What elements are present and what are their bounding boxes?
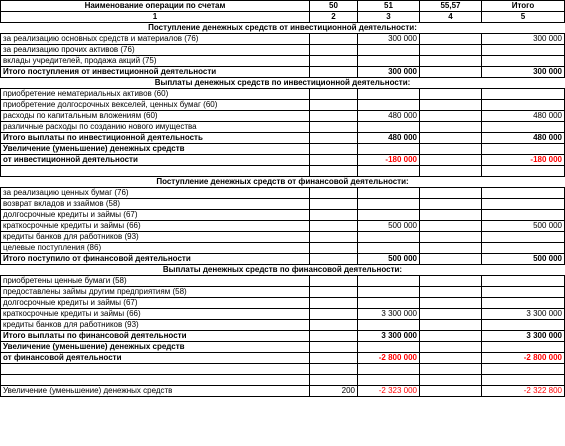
row-label: Увеличение (уменьшение) денежных средств [1, 144, 310, 155]
account-50-value [310, 287, 358, 298]
account-51-value [358, 188, 420, 199]
total-row [1, 155, 565, 166]
row-label: различные расходы по созданию нового имущества [1, 122, 310, 133]
row-label: долгосрочные кредиты и займы (67) [1, 210, 310, 221]
row-label: за реализацию прочих активов (76) [1, 45, 310, 56]
account-50-value [310, 243, 358, 254]
total-value [482, 232, 565, 243]
section-title: Выплаты денежных средств по финансовой деятельности: [1, 265, 565, 276]
total-value [482, 287, 565, 298]
total-value [482, 298, 565, 309]
account-51-value [358, 243, 420, 254]
account-55-57-value [420, 199, 482, 210]
total-value [482, 320, 565, 331]
row-label: Итого поступило от финансовой деятельности [1, 254, 310, 265]
account-50-value [310, 353, 358, 364]
account-55-57-value [420, 210, 482, 221]
total-value: 3 300 000 [482, 331, 565, 342]
account-50-value [310, 276, 358, 287]
account-50-value [310, 210, 358, 221]
row-label: кредиты банков для работников (93) [1, 320, 310, 331]
account-55-57-value [420, 243, 482, 254]
total-row [1, 67, 565, 78]
total-value: 480 000 [482, 133, 565, 144]
table-row [1, 221, 565, 232]
total-value: -2 800 000 [482, 353, 565, 364]
section-heading-row [1, 78, 565, 89]
table-row [1, 199, 565, 210]
account-55-57-value [420, 353, 482, 364]
empty-cell [358, 375, 420, 386]
table-row [1, 243, 565, 254]
account-51-value: 300 000 [358, 34, 420, 45]
account-50-value [310, 67, 358, 78]
row-label: Увеличение (уменьшение) денежных средств [1, 386, 310, 397]
account-51-value [358, 210, 420, 221]
account-55-57-value [420, 111, 482, 122]
table-row [1, 111, 565, 122]
account-50-value [310, 122, 358, 133]
table-row [1, 287, 565, 298]
total-value [482, 100, 565, 111]
total-value: 500 000 [482, 221, 565, 232]
empty-cell [1, 375, 310, 386]
section-heading-row [1, 177, 565, 188]
account-50-value [310, 298, 358, 309]
empty-cell [420, 375, 482, 386]
header-account-50: 50 [310, 1, 358, 12]
account-51-value [358, 320, 420, 331]
account-50-value [310, 320, 358, 331]
total-row [1, 254, 565, 265]
empty-cell [310, 166, 358, 177]
row-label: кредиты банков для работников (93) [1, 232, 310, 243]
account-55-57-value [420, 188, 482, 199]
header-name: Наименование операции по счетам [1, 1, 310, 12]
total-value [482, 199, 565, 210]
row-label: Итого поступления от инвестиционной деятельности [1, 67, 310, 78]
row-label: от инвестиционной деятельности [1, 155, 310, 166]
total-value [482, 45, 565, 56]
total-value [482, 122, 565, 133]
total-row [1, 386, 565, 397]
account-55-57-value [420, 100, 482, 111]
row-label: предоставлены займы другим предприятиям (58) [1, 287, 310, 298]
account-55-57-value [420, 45, 482, 56]
empty-cell [310, 364, 358, 375]
column-number: 1 [1, 12, 310, 23]
account-51-value: 480 000 [358, 133, 420, 144]
account-50-value [310, 188, 358, 199]
account-51-value [358, 232, 420, 243]
total-row [1, 353, 565, 364]
account-55-57-value [420, 155, 482, 166]
account-51-value [358, 287, 420, 298]
table-row [1, 34, 565, 45]
table-row [1, 276, 565, 287]
empty-cell [482, 166, 565, 177]
header-account-51: 51 [358, 1, 420, 12]
account-50-value [310, 309, 358, 320]
empty-cell [420, 364, 482, 375]
account-51-value: 500 000 [358, 254, 420, 265]
total-value [482, 56, 565, 67]
account-50-value [310, 331, 358, 342]
total-value [482, 89, 565, 100]
row-label: приобретены ценные бумаги (58) [1, 276, 310, 287]
account-50-value [310, 342, 358, 353]
account-51-value [358, 89, 420, 100]
row-label: Итого выплаты по инвестиционной деятельность [1, 133, 310, 144]
empty-cell [310, 375, 358, 386]
account-51-value [358, 298, 420, 309]
account-55-57-value [420, 232, 482, 243]
row-label: расходы по капитальным вложениям (60) [1, 111, 310, 122]
column-number: 3 [358, 12, 420, 23]
header-row [1, 1, 565, 12]
account-55-57-value [420, 309, 482, 320]
account-50-value [310, 133, 358, 144]
account-50-value [310, 232, 358, 243]
table-row [1, 309, 565, 320]
account-55-57-value [420, 221, 482, 232]
row-label: краткосрочные кредиты и займы (66) [1, 221, 310, 232]
empty-cell [420, 166, 482, 177]
column-number-row [1, 12, 565, 23]
column-number: 4 [420, 12, 482, 23]
account-55-57-value [420, 276, 482, 287]
table-row [1, 89, 565, 100]
total-value: 500 000 [482, 254, 565, 265]
account-51-value [358, 144, 420, 155]
account-50-value [310, 144, 358, 155]
account-55-57-value [420, 298, 482, 309]
account-50-value [310, 45, 358, 56]
row-label: долгосрочные кредиты и займы (67) [1, 298, 310, 309]
section-heading-row [1, 265, 565, 276]
table-row [1, 210, 565, 221]
table-body [1, 23, 565, 397]
table-row [1, 45, 565, 56]
account-51-value [358, 56, 420, 67]
total-value [482, 144, 565, 155]
section-title: Поступление денежных средств от финансовой деятельности: [1, 177, 565, 188]
account-55-57-value [420, 67, 482, 78]
row-label: приобретение нематериальных активов (60) [1, 89, 310, 100]
total-value: -2 322 800 [482, 386, 565, 397]
column-number: 5 [482, 12, 565, 23]
row-label: краткосрочные кредиты и займы (66) [1, 309, 310, 320]
account-50-value [310, 199, 358, 210]
row-label: целевые поступления (86) [1, 243, 310, 254]
empty-cell [482, 364, 565, 375]
table-row [1, 122, 565, 133]
account-51-value: 500 000 [358, 221, 420, 232]
account-51-value [358, 45, 420, 56]
table-row [1, 232, 565, 243]
account-55-57-value [420, 89, 482, 100]
column-number: 2 [310, 12, 358, 23]
account-50-value [310, 221, 358, 232]
total-value [482, 210, 565, 221]
spacer-row [1, 364, 565, 375]
row-label: от финансовой деятельности [1, 353, 310, 364]
total-row [1, 144, 565, 155]
account-51-value [358, 122, 420, 133]
row-label: Увеличение (уменьшение) денежных средств [1, 342, 310, 353]
account-55-57-value [420, 254, 482, 265]
account-50-value [310, 254, 358, 265]
total-value [482, 188, 565, 199]
account-51-value: -180 000 [358, 155, 420, 166]
account-55-57-value [420, 320, 482, 331]
total-value: 480 000 [482, 111, 565, 122]
account-51-value: 300 000 [358, 67, 420, 78]
empty-cell [358, 364, 420, 375]
account-51-value [358, 199, 420, 210]
account-55-57-value [420, 133, 482, 144]
account-55-57-value [420, 144, 482, 155]
account-50-value [310, 56, 358, 67]
empty-cell [358, 166, 420, 177]
empty-cell [1, 166, 310, 177]
account-51-value: -2 800 000 [358, 353, 420, 364]
account-55-57-value [420, 34, 482, 45]
table-row [1, 56, 565, 67]
account-55-57-value [420, 122, 482, 133]
account-55-57-value [420, 342, 482, 353]
account-51-value [358, 100, 420, 111]
account-50-value [310, 34, 358, 45]
account-51-value [358, 342, 420, 353]
total-row [1, 342, 565, 353]
row-label: Итого выплаты по финансовой деятельности [1, 331, 310, 342]
account-50-value [310, 111, 358, 122]
total-value: -180 000 [482, 155, 565, 166]
total-value: 300 000 [482, 67, 565, 78]
account-51-value: 480 000 [358, 111, 420, 122]
total-value [482, 243, 565, 254]
account-55-57-value [420, 287, 482, 298]
row-label: приобретение долгосрочных векселей, ценных бумаг (60) [1, 100, 310, 111]
total-row [1, 331, 565, 342]
header-total: Итого [482, 1, 565, 12]
account-51-value: 3 300 000 [358, 331, 420, 342]
table-row [1, 100, 565, 111]
total-value: 3 300 000 [482, 309, 565, 320]
account-55-57-value [420, 56, 482, 67]
account-55-57-value [420, 386, 482, 397]
table-row [1, 188, 565, 199]
section-title: Поступление денежных средств от инвестиционной деятельности: [1, 23, 565, 34]
account-51-value [358, 276, 420, 287]
spacer-row [1, 166, 565, 177]
section-heading-row [1, 23, 565, 34]
empty-cell [482, 375, 565, 386]
account-50-value [310, 100, 358, 111]
row-label: возврат вкладов и ззаймов (58) [1, 199, 310, 210]
header-account-55-57: 55,57 [420, 1, 482, 12]
total-value [482, 276, 565, 287]
table-row [1, 320, 565, 331]
account-55-57-value [420, 331, 482, 342]
row-label: вклады учредителей, продажа акций (75) [1, 56, 310, 67]
table-row [1, 298, 565, 309]
account-50-value [310, 155, 358, 166]
empty-cell [1, 364, 310, 375]
section-title: Выплаты денежных средств по инвестиционной деятельности: [1, 78, 565, 89]
row-label: за реализацию ценных бумаг (76) [1, 188, 310, 199]
account-50-value: 200 [310, 386, 358, 397]
total-value: 300 000 [482, 34, 565, 45]
row-label: за реализацию основных средств и материалов (76) [1, 34, 310, 45]
total-row [1, 133, 565, 144]
spacer-row [1, 375, 565, 386]
account-51-value: 3 300 000 [358, 309, 420, 320]
account-50-value [310, 89, 358, 100]
account-51-value: -2 323 000 [358, 386, 420, 397]
total-value [482, 342, 565, 353]
